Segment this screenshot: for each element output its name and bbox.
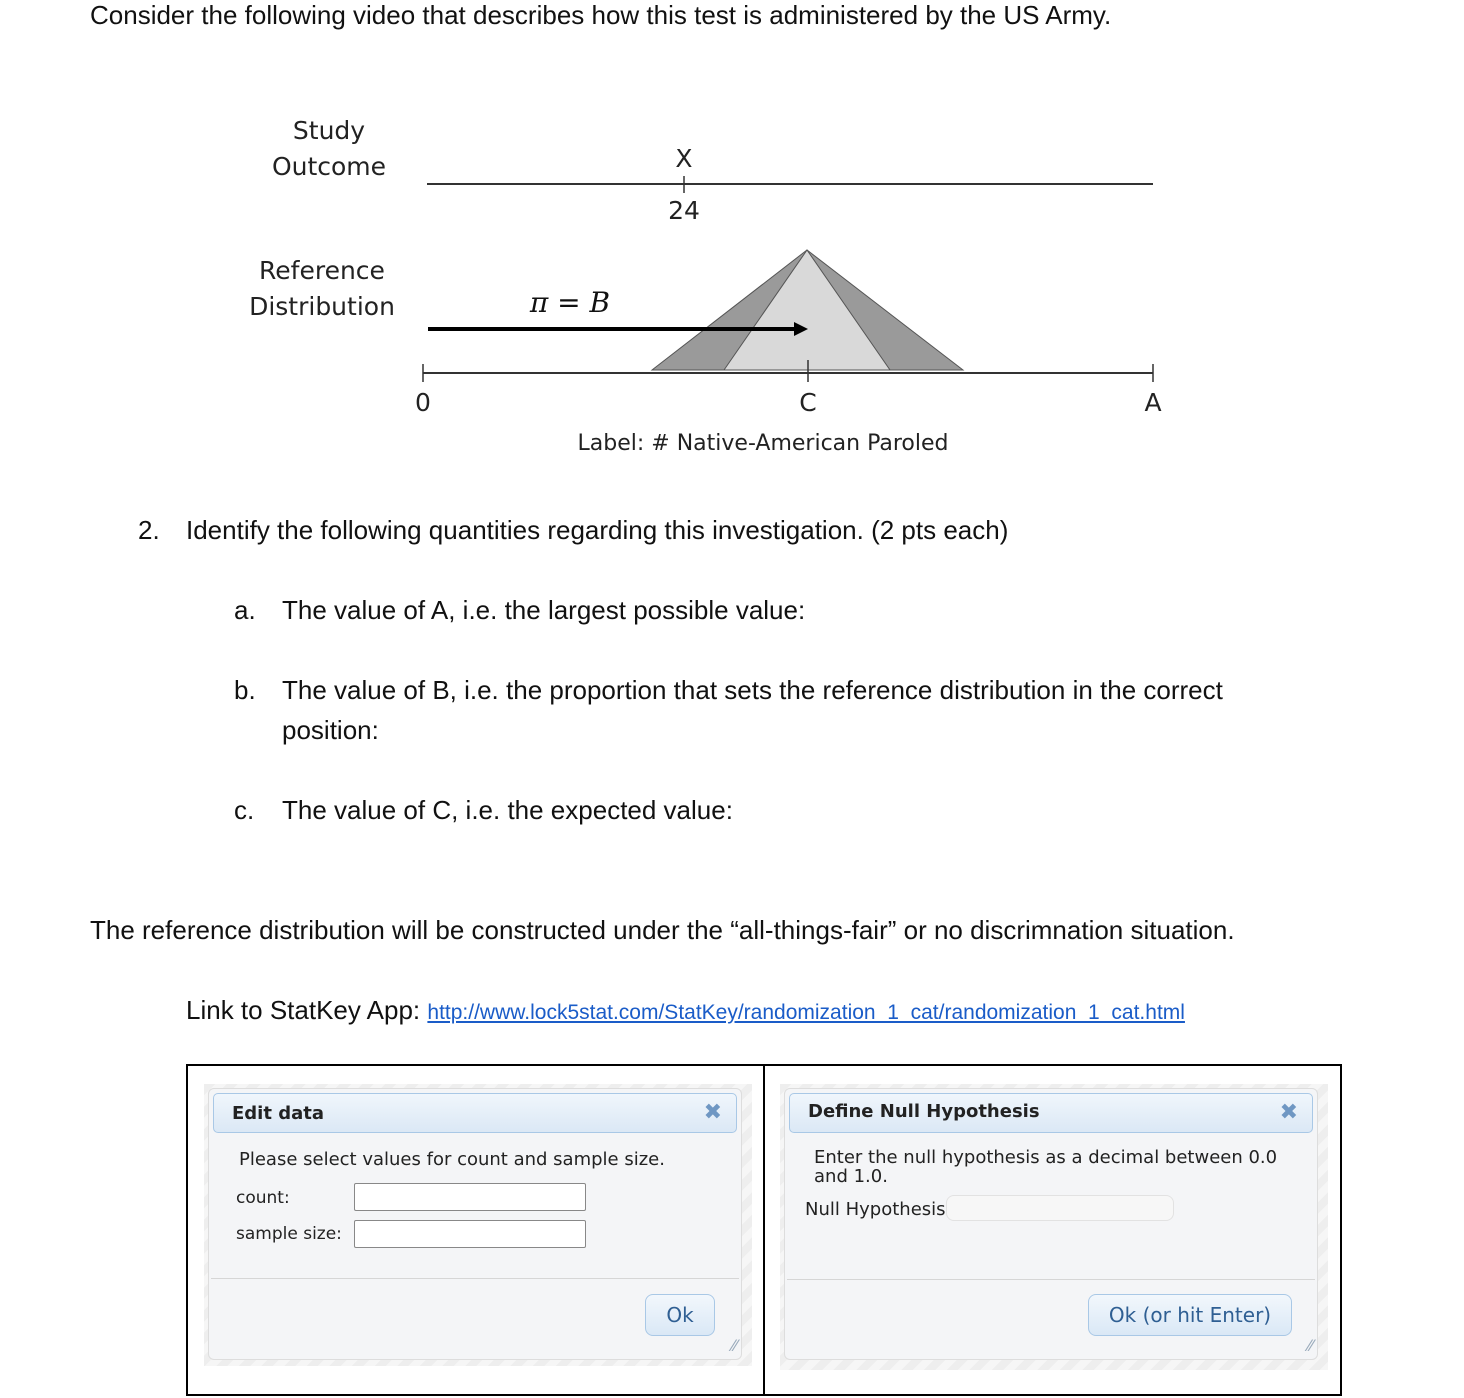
close-icon[interactable]: ✖ [703, 1100, 722, 1125]
tick-label-c: C [799, 388, 817, 417]
x-marker: X [675, 144, 693, 173]
axis-label: Label: # Native-American Paroled [577, 431, 949, 456]
table-divider [763, 1066, 765, 1394]
count-label: count: [236, 1188, 290, 1208]
pi-label: π = B [529, 286, 611, 319]
study-label-line1: Study [292, 116, 366, 145]
item-b-marker: b. [234, 675, 256, 705]
item-b-text: The value of B, i.e. the proportion that sets the reference distribution in the correct [282, 675, 1223, 705]
question-number: 2. [138, 515, 160, 545]
sample-size-label: sample size: [236, 1224, 342, 1244]
sample-size-input[interactable] [354, 1220, 586, 1248]
null-hypothesis-panel [780, 1084, 1328, 1370]
intro-text: Consider the following video that describes how this test is administered by the US Army. [90, 0, 1112, 30]
dialog-title: Define Null Hypothesis [808, 1101, 1040, 1122]
edit-data-panel [204, 1084, 752, 1366]
ok-or-enter-button[interactable]: Ok (or hit Enter) [1088, 1294, 1292, 1336]
question-text: Identify the following quantities regarding this investigation. (2 pts each) [186, 515, 1009, 545]
edit-data-header [213, 1093, 737, 1133]
statkey-link[interactable]: http://www.lock5stat.com/StatKey/randomization_1_cat/randomization_1_cat.html [427, 1001, 1185, 1024]
link-label: Link to StatKey App: [186, 995, 421, 1025]
reference-label-line2: Distribution [249, 292, 395, 321]
item-a-marker: a. [234, 595, 256, 625]
null-hypothesis-header [789, 1093, 1313, 1133]
resize-grip-icon[interactable]: ⁄⁄ [731, 1336, 737, 1355]
close-icon[interactable]: ✖ [1279, 1100, 1298, 1125]
null-hypothesis-input[interactable] [946, 1195, 1174, 1221]
reference-label-line1: Reference [259, 256, 385, 285]
count-input[interactable] [354, 1183, 586, 1211]
tick-label-0: 0 [415, 388, 431, 417]
null-hypothesis-label: Null Hypothesis [805, 1199, 946, 1220]
separator [787, 1279, 1315, 1280]
link-row [186, 995, 1185, 1026]
resize-grip-icon[interactable]: ⁄⁄ [1307, 1336, 1313, 1355]
instruction-line1: Enter the null hypothesis as a decimal between 0.0 [814, 1147, 1278, 1168]
x-value: 24 [668, 196, 700, 225]
separator [211, 1278, 739, 1279]
instruction-line2: and 1.0. [814, 1166, 888, 1187]
study-label-line2: Outcome [271, 152, 387, 181]
item-c-text: The value of C, i.e. the expected value: [282, 795, 733, 825]
dialog-title: Edit data [232, 1103, 325, 1124]
tick-label-a: A [1144, 388, 1162, 417]
item-c-marker: c. [234, 795, 255, 825]
note-text: The reference distribution will be constructed under the “all-things-fair” or no discrimnation situation. [90, 915, 1235, 945]
item-a-text: The value of A, i.e. the largest possible value: [282, 595, 806, 625]
item-b-text-cont: position: [282, 715, 379, 745]
reference-diagram [0, 0, 1464, 480]
null-hypothesis-dialog [784, 1088, 1318, 1360]
ok-button[interactable]: Ok [645, 1294, 715, 1336]
edit-data-dialog [208, 1088, 742, 1360]
instruction-text: Please select values for count and sample size. [239, 1149, 665, 1170]
